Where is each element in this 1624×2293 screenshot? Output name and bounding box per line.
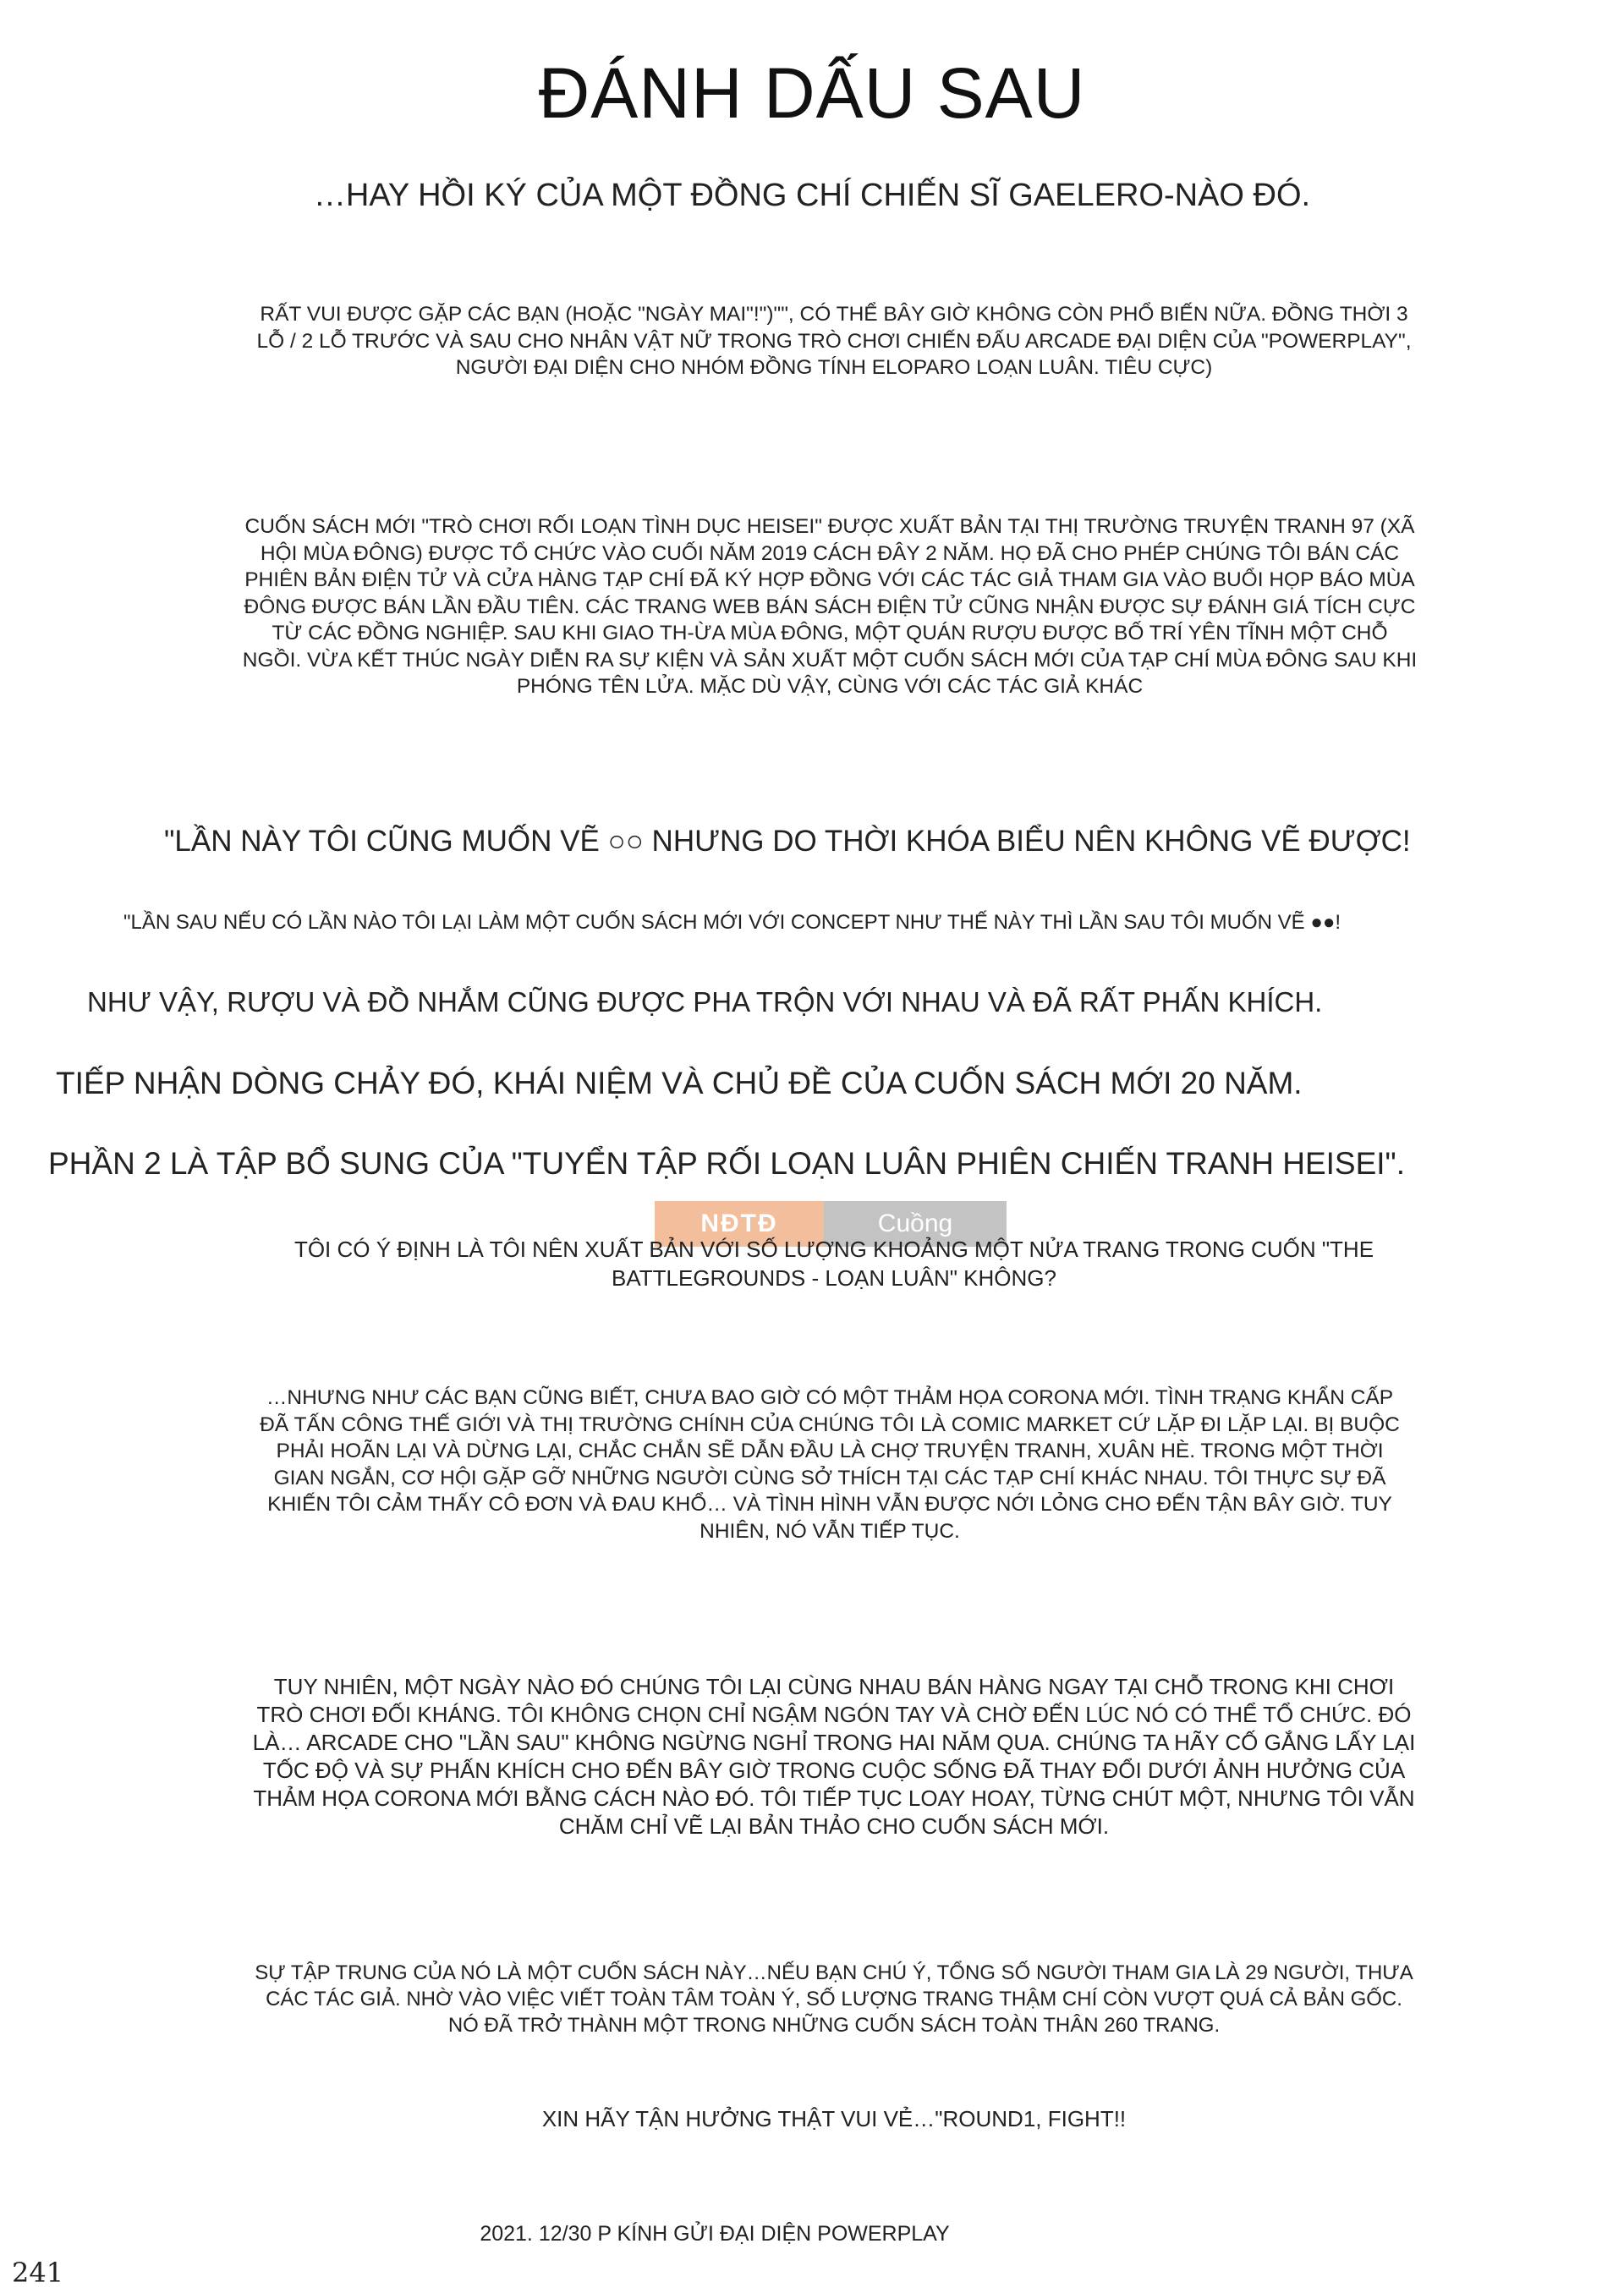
- page-subtitle: …HAY HỒI KÝ CỦA MỘT ĐỒNG CHÍ CHIẾN SĨ GAELERO-NÀO ĐÓ.: [313, 178, 1311, 213]
- closing-line: XIN HÃY TẬN HƯỞNG THẬT VUI VẺ…"ROUND1, FIGHT!!: [541, 2106, 1127, 2131]
- paragraph-intention: TÔI CÓ Ý ĐỊNH LÀ TÔI NÊN XUẤT BẢN VỚI SỐ LƯỢNG KHOẢNG MỘT NỬA TRANG TRONG CUỐN "THE BATTLEGROUNDS - LOẠN LUÂN" KHÔNG?: [294, 1237, 1374, 1291]
- page-title: ĐÁNH DẤU SAU: [538, 53, 1086, 133]
- watermark-right: Cuồng: [824, 1201, 1007, 1247]
- paragraph-corona: …NHƯNG NHƯ CÁC BẠN CŨNG BIẾT, CHƯA BAO GIỜ CÓ MỘT THẢM HỌA CORONA MỚI. TÌNH TRẠNG KHẨN CẤP ĐÃ TẤN CÔNG THẾ GIỚI VÀ THỊ TRƯỜNG CHÍNH CỦA CHÚNG TÔI LÀ COMIC MARKET CỨ LẶP ĐI LẶP LẠI. BỊ BUỘC PHẢI HOÃN LẠI VÀ DỪNG LẠI, CHẮC CHẮN SẼ DẪN ĐẦU LÀ CHỢ TRUYỆN TRANH, XUÂN HÈ. TRONG MỘT THỜI GIAN NGẮN, CƠ HỘI GẶP GỠ NHỮNG NGƯỜI CÙNG SỞ THÍCH TẠI CÁC TẠP CHÍ KHÁC NHAU. TÔI THỰC SỰ ĐÃ KHIẾN TÔI CẢM THẤY CÔ ĐƠN VÀ ĐAU KHỔ… VÀ TÌNH HÌNH VẪN ĐƯỢC NỚI LỎNG CHO ĐẾN TẬN BÂY GIỜ. TUY NHIÊN, NÓ VẪN TIẾP TỤC.: [260, 1386, 1400, 1543]
- line-part-two: PHẦN 2 LÀ TẬP BỔ SUNG CỦA "TUYỂN TẬP RỐI LOẠN LUÂN PHIÊN CHIẾN TRANH HEISEI".: [48, 1146, 1405, 1181]
- page-number: 241: [12, 2257, 64, 2289]
- line-concept: TIẾP NHẬN DÒNG CHẢY ĐÓ, KHÁI NIỆM VÀ CHỦ ĐỀ CỦA CUỐN SÁCH MỚI 20 NĂM.: [56, 1066, 1303, 1100]
- paragraph-intro: RẤT VUI ĐƯỢC GẶP CÁC BẠN (HOẶC "NGÀY MAI"!")"", CÓ THỂ BÂY GIỜ KHÔNG CÒN PHỔ BIẾN NỮA. ĐỒNG THỜI 3 LỖ / 2 LỖ TRƯỚC VÀ SAU CHO NHÂN VẬT NỮ TRONG TRÒ CHƠI CHIẾN ĐẤU ARCADE ĐẠI DIỆN CỦA "POWERPLAY", NGƯỜI ĐẠI DIỆN CHO NHÓM ĐỒNG TÍNH ELOPARO LOẠN LUÂN. TIÊU CỰC): [256, 303, 1412, 379]
- paragraph-arcade: TUY NHIÊN, MỘT NGÀY NÀO ĐÓ CHÚNG TÔI LẠI CÙNG NHAU BÁN HÀNG NGAY TẠI CHỖ TRONG KHI CHƠI TRÒ CHƠI ĐỐI KHÁNG. TÔI KHÔNG CHỌN CHỈ NGẬM NGÓN TAY VÀ CHỜ ĐẾN LÚC NÓ CÓ THỂ TỔ CHỨC. ĐÓ LÀ… ARCADE CHO "LẦN SAU" KHÔNG NGỪNG NGHỈ TRONG HAI NĂM QUA. CHÚNG TA HÃY CỐ GẮNG LẤY LẠI TỐC ĐỘ VÀ SỰ PHẤN KHÍCH CHO ĐẾN BÂY GIỜ TRONG CUỘC SỐNG ĐÃ THAY ĐỔI DƯỚI ẢNH HƯỞNG CỦA THẢM HỌA CORONA MỚI BẰNG CÁCH NÀO ĐÓ. TÔI TIẾP TỤC LOAY HOAY, TỪNG CHÚT MỘT, NHƯNG TÔI VẪN CHĂM CHỈ VẼ LẠI BẢN THẢO CHO CUỐN SÁCH MỚI.: [252, 1674, 1416, 1839]
- quote-next-time: "LẦN SAU NẾU CÓ LẦN NÀO TÔI LẠI LÀM MỘT CUỐN SÁCH MỚI VỚI CONCEPT NHƯ THẾ NÀY THÌ LẦN SAU TÔI MUỐN VẼ ●●!: [123, 911, 1341, 934]
- paragraph-new-book: CUỐN SÁCH MỚI "TRÒ CHƠI RỐI LOẠN TÌNH DỤC HEISEI" ĐƯỢC XUẤT BẢN TẠI THỊ TRƯỜNG TRUYỆN TRANH 97 (XÃ HỘI MÙA ĐÔNG) ĐƯỢC TỔ CHỨC VÀO CUỐI NĂM 2019 CÁCH ĐÂY 2 NĂM. HỌ ĐÃ CHO PHÉP CHÚNG TÔI BÁN CÁC PHIÊN BẢN ĐIỆN TỬ VÀ CỬA HÀNG TẠP CHÍ ĐÃ KÝ HỢP ĐỒNG VỚI CÁC TÁC GIẢ THAM GIA VÀO BUỔI HỌP BÁO MÙA ĐÔNG ĐƯỢC BÁN LẦN ĐẦU TIÊN. CÁC TRANG WEB BÁN SÁCH ĐIỆN TỬ CŨNG NHẬN ĐƯỢC SỰ ĐÁNH GIÁ TÍCH CỰC TỪ CÁC ĐỒNG NGHIỆP. SAU KHI GIAO TH-ỪA MÙA ĐÔNG, MỘT QUÁN RƯỢU ĐƯỢC BỐ TRÍ YÊN TĨNH MỘT CHỖ NGỒI. VỪA KẾT THÚC NGÀY DIỄN RA SỰ KIỆN VÀ SẢN XUẤT MỘT CUỐN SÁCH MỚI CỦA TẠP CHÍ MÙA ĐÔNG SAU KHI PHÓNG TÊN LỬA. MẶC DÙ VẬY, CÙNG VỚI CÁC TÁC GIẢ KHÁC: [242, 515, 1418, 698]
- quote-this-time: "LẦN NÀY TÔI CŨNG MUỐN VẼ ○○ NHƯNG DO THỜI KHÓA BIỂU NÊN KHÔNG VẼ ĐƯỢC!: [164, 825, 1411, 858]
- signature-footer: 2021. 12/30 P KÍNH GỬI ĐẠI DIỆN POWERPLAY: [480, 2222, 950, 2246]
- paragraph-concentration: SỰ TẬP TRUNG CỦA NÓ LÀ MỘT CUỐN SÁCH NÀY…NẾU BẠN CHÚ Ý, TỔNG SỐ NGƯỜI THAM GIA LÀ 29 NGƯỜI, THƯA CÁC TÁC GIẢ. NHỜ VÀO VIỆC VIẾT TOÀN TÂM TOÀN Ý, SỐ LƯỢNG TRANG THẬM CHÍ CÒN VƯỢT QUÁ CẢ BẢN GỐC. NÓ ĐÃ TRỞ THÀNH MỘT TRONG NHỮNG CUỐN SÁCH TOÀN THÂN 260 TRANG.: [255, 1961, 1413, 2037]
- line-excitement: NHƯ VẬY, RƯỢU VÀ ĐỒ NHẮM CŨNG ĐƯỢC PHA TRỘN VỚI NHAU VÀ ĐÃ RẤT PHẤN KHÍCH.: [87, 986, 1323, 1018]
- watermark-left: NĐTĐ: [655, 1201, 824, 1247]
